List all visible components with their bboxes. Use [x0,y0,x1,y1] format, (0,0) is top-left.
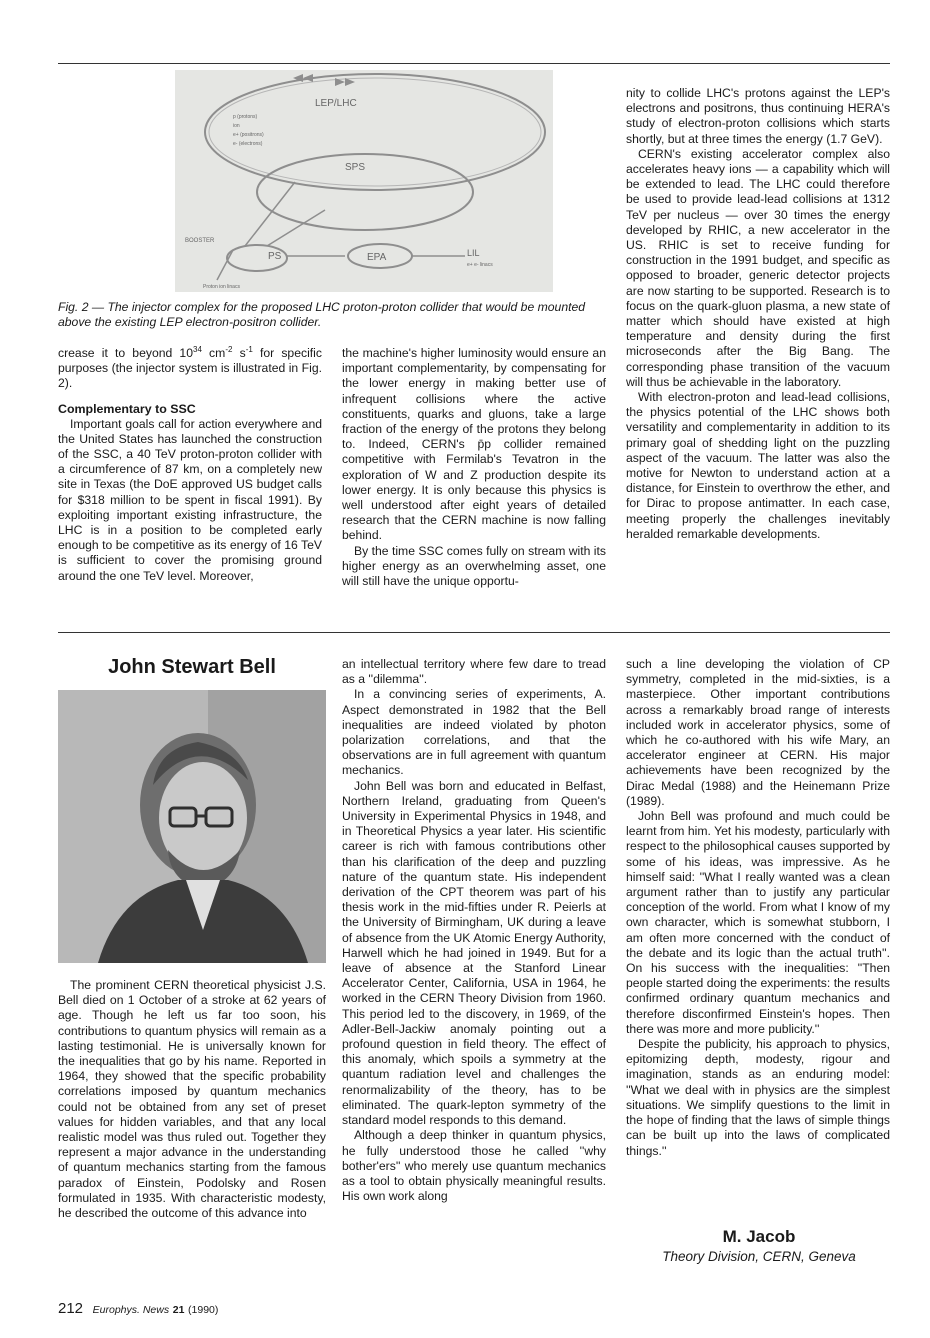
label-sps: SPS [345,162,366,173]
top-column-1 [58,346,322,584]
top-rule [58,63,890,64]
top-column-3 [626,86,890,542]
paragraph: Important goals call for action everywhere and the United States has launched the construction of the SSC, a 40 TeV proton-proton collider with a circumference of 87 km, on a completely new site in Texas (the DoE approved US budget calls for $318 million to be spent in fiscal 1991). By exploiting important existing infrastructure, the LHC is in a position to be completed early enough to be competitive as its energy of 16 TeV is sufficient to cover the promising ground around the one TeV level. Moreover, [58,416,322,583]
author-affiliation: Theory Division, CERN, Geneva [662,1249,856,1264]
portrait-illustration [58,690,326,963]
label-booster: BOOSTER [185,238,215,244]
section-heading: Complementary to SSC [58,401,196,416]
portrait-photo [58,690,326,963]
paragraph: an intellectual territory where few dare to tread as a ''dilemma''. [342,657,606,687]
paragraph: In a convincing series of experiments, A. Aspect demonstrated in 1982 that the Bell inequalities are indeed violated by photon polarization correlations, and that the observations are in full agreement with quantum mechanics. [342,687,606,778]
injector-complex-figure [175,70,553,292]
journal-year: (1990) [188,1304,219,1316]
legend-item: p (protons) [233,114,258,120]
paragraph: John Bell was born and educated in Belfast, Northern Ireland, graduating from Queen's University in Experimental Physics in 1948, and in Theoretical Physics a year later. His scientific career is rich with famous contributions other than his clarification of the deep and puzzling nature of the quantum state. His independent derivation of the CPT theorem was part of his thesis work in the mid-fifties under R. Peierls at the University of Birmingham, UK during a leave of absence from the UK Atomic Energy Authority, Harwell which he had joined in 1949. But for a leave of absence at the Stanford Linear Accelerator Center, California, USA in 1964, he worked in the CERN Theory Division from 1960. This period led to the discovery, in 1969, of the Adler-Bell-Jackiw anomaly pointing out a profound question in field theory. The effect of this anomaly, which spoils a symmetry at the quantum radiation level and challenges the renormalizability of the theory, has to be eliminated. The quark-lepton symmetry of the standard model responds to this demand. [342,778,606,1128]
paragraph: such a line developing the violation of CP symmetry, completed in the mid-sixties, is a masterpiece. Other important contributions across a remarkably broad range of interests included work in accelerator physics, some of which he co-authored with his wife Mary, an accelerator engineer at CERN. His major achievements have been recognized by the Dirac Medal (1988) and the Heinemann Prize (1989). [626,657,890,808]
journal-name: Europhys. News [92,1304,170,1316]
caption-label: Fig. 2 [58,300,89,314]
accelerator-diagram [175,70,553,292]
bell-column-1 [58,978,326,1221]
obituary-title: John Stewart Bell [108,656,276,678]
paragraph: the machine's higher luminosity would ensure an important complementarity, by compensating for the lower energy in making better use of infrequent collisions where the active constituents, quarks and gluons, take a large fraction of the energy of the protons they belong to. Indeed, CERN's p̄p collider remained competitive with Fermilab's Tevatron in the exploration of W and Z production despite its lower energy. It is only because this physics is well understood after eight years of detailed research that the CERN machine is now falling behind. [342,346,606,543]
author-name: M. Jacob [722,1227,796,1246]
figure-caption [58,300,606,330]
label-lep-lhc: LEP/LHC [315,98,357,109]
journal-volume: 21 [172,1304,185,1316]
label-epa: EPA [367,252,387,263]
paragraph: nity to collide LHC's protons against the LEP's electrons and positrons, thus continuing HERA's study of electron-proton collisions which starts shortly, but at three times the energy (1.7 GeV). [626,86,890,146]
label-lil-sub: e+ e- linacs [467,262,493,268]
legend-item: e+ (positrons) [233,132,264,138]
bell-column-3 [626,657,890,1159]
section-rule [58,632,890,633]
bell-column-2 [342,657,606,1204]
legend-item: ion [233,123,240,129]
paragraph: Although a deep thinker in quantum physics, he fully understood those he called ''why bother'ers'' who merely use quantum mechanics as a tool to obtain physically meaningful results. His own work along [342,1128,606,1204]
legend-item: e- (electrons) [233,141,263,147]
paragraph: crease it to beyond $10^{34}$ $cm^{-2}$ $s^{-1}$ for specific purposes (the injector system is illustrated in Fig. 2). [58,344,322,391]
author-block [628,1226,890,1266]
paragraph: By the time SSC comes fully on stream with its higher energy as an overwhelming asset, one will still have the unique opportu- [342,543,606,589]
label-proton-ion-linacs: Proton ion linacs [203,284,240,290]
page-number: 212 [58,1300,84,1317]
paragraph: The prominent CERN theoretical physicist J.S. Bell died on 1 October of a stroke at 62 years of age. Though he left us far too soon, his contributions to quantum physics will remain as a lasting testimonial. He is universally known for the inequalities that go by his name. Reported in 1964, they showed that the specific probability correlations imposed by quantum mechanics could not be obtained from any set of preset values for hidden variables, and that any local realistic model was thus ruled out. Together they represent a major advance in the understanding of quantum mechanics starting from the famous paradox of Einstein, Podolsky and Rosen formulated in 1935. With characteristic modesty, he described the outcome of this advance into [58,978,326,1221]
label-lil: LIL [467,248,480,258]
caption-text: — The injector complex for the proposed LHC proton-proton collider that would be mounted above the existing LEP electron-positron collider. [58,300,586,329]
label-ps: PS [268,251,282,262]
paragraph: CERN's existing accelerator complex also accelerates heavy ions — a capability which will be extended to lead. The LHC could therefore be used to provide lead-lead collisions at 1312 TeV per nucleus — over 30 times the energy developed by RHIC, a new accelerator in the US. RHIC is set to receive funding for construction in the 1991 budget, and specific as opposed to broader, generic detector projects are now starting to be supported. Research is to focus on the quark-gluon plasma, a new state of matter which should have existed at high temperature and density during the first microseconds after the Big Bang. The corresponding phase transition of the vacuum will thus be achievable in the laboratory. [626,146,890,389]
top-column-2 [342,346,606,589]
page-footer [58,1300,218,1319]
paragraph: With electron-proton and lead-lead collisions, the physics potential of the LHC shows both versatility and complementarity in addition to its primary goal of shedding light on the puzzling aspect of the vacuum. The latter was also the motive for Newton to understand action at a distance, for Einstein to overthrow the ether, and for Dirac to propose antimatter. In each case, meeting properly the challenges inevitably heralded remarkable developments. [626,390,890,541]
paragraph: Despite the publicity, his approach to physics, epitomizing depth, modesty, rigour and imagination, stands as an enduring model: ''What we deal with in physics are the simplest situations. We simplify questions to the limit in the hope of finding that the laws of simple things can be built up into the laws of complicated things.'' [626,1037,890,1158]
paragraph: John Bell was profound and much could be learnt from him. Yet his modesty, particularly with respect to the philosophical causes supported by some of his ideas, was impressive. As he himself said: ''What I really wanted was a clean argument rather than to justify any particular conception of the world. From what I know of my own character, which is somewhat stubborn, I am often more concerned with the conduct of the debate and its logic than the actual truth''. On his success with the inequalities: ''Then people started doing the experiments: the results confirmed ordinary quantum mechanics and therefore disconfirmed Einstein's hopes. Then there was more and more publicity.'' [626,809,890,1036]
